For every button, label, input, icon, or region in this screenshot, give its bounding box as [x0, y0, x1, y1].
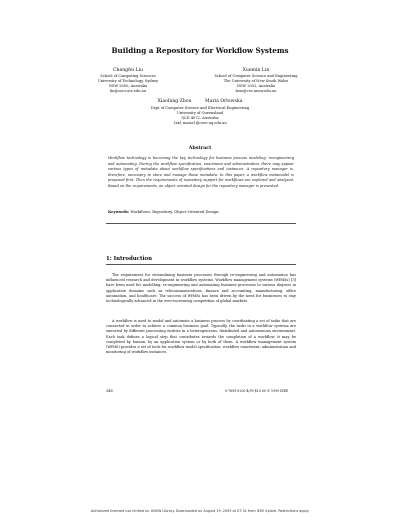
abstract-text: Workflow technology is becoming the key technology for business process modeling, reengineering and automating. During the workflow specification, enactment and administration, there may appear various types of metadata about workflow specifications and instances. A repository manager is, therefore, necessary to store and manage these metadata. In this paper, a workflow metamodel is proposed first. Then the requirements of repository support for workflows are explored and analyzed. Based on the requirements, an object oriented design for the repository manager is presented. [108, 156, 294, 188]
author-affiliation-line: School of Computing Sciences [100, 74, 156, 78]
author-affiliation-line: NSW 2000, Australia [108, 84, 148, 88]
author-name: Xiaofang Zhou [157, 99, 192, 104]
author-affiliation-line: QLD 4072, Australia [181, 116, 219, 120]
keywords [108, 210, 294, 216]
author-affiliation-line: University of Queensland [176, 111, 224, 115]
author-block-1 [80, 68, 176, 94]
author-block-2 [186, 68, 326, 94]
author-name: Chengfei Liu [113, 68, 143, 73]
author-email: liu@socs.uts.edu.au [109, 89, 147, 93]
body-paragraph: The requirement for streamlining business processes through re-engineering and automation has influenced research and development in workflow systems. Workflow management systems (WfMSs) [3] have been used for modelling, re-engineering and automating business processes to various degrees in application domains such as telecommunications, finance and accounting, manufacturing, office automation, and healthcare. The success of WfMSs has been driven by the need for businesses to stay technologically advanced in the ever-increasing competition of global markets. [106, 273, 296, 304]
author-affiliation-line: NSW 2052, Australia [236, 84, 276, 88]
section-heading: 1: Introduction [106, 256, 153, 262]
page-number: 348 [106, 389, 113, 393]
author-email: {zxf, maria}@csee.uq.edu.au [173, 121, 227, 125]
author-block-3 [120, 106, 280, 126]
divider [106, 223, 296, 224]
author-name: Xuemin Lin [242, 68, 270, 73]
author-affiliation-line: The University of New South Wales [223, 79, 289, 83]
paper-title: Building a Repository for Workflow Systems [111, 46, 289, 55]
abstract-heading: Abstract [188, 145, 212, 151]
license-disclaimer: Authorized licensed use limited to: UNSW Library. Downloaded on August 19, 2009 at 07:32 from IEEE Xplore. Restrictions apply. [90, 509, 310, 513]
author-affiliation-line: University of Technology, Sydney [97, 79, 159, 83]
author-affiliation-line: School of Computer Science and Engineering [214, 74, 298, 78]
author-name: Maria Orlowska [205, 99, 243, 104]
keywords-label: Keywords: [108, 210, 130, 214]
author-affiliation-line: Dept of Computer Science and Electrical Engineering [150, 106, 250, 110]
copyright-notice: 0-7695-0200-4/99 $10.00 © 1999 IEEE [225, 389, 289, 393]
author-email: lxue@cse.unsw.edu.au [235, 89, 277, 93]
body-paragraph: A workflow is used to model and automate a business process by coordinating a set of tasks that are connected in order to achieve a common business goal. Typically, the tasks in a workflow systems are executed by different processing entities in a heterogeneous, distributed and autonomous environment. Each task defines a logical step that contributes towards the completion of a workflow, it may be completed by human, by an application system or by both of them. A workflow management system (WfMS) provides a set of tools for workflow model specification, workflow enactment, administration and monitoring of workflow instances. [106, 319, 296, 355]
divider [106, 264, 296, 265]
keywords-text: Workflows, Repository, Object-Oriented Design. [130, 210, 220, 214]
joint-author-names [100, 99, 300, 104]
